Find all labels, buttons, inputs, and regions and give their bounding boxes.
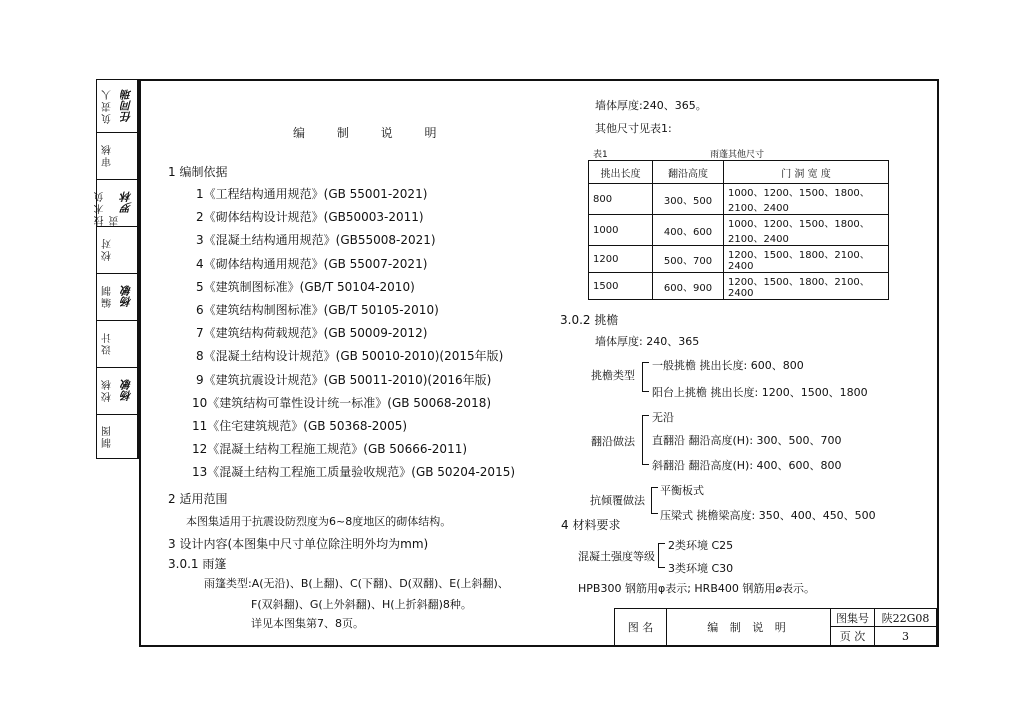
table-row <box>589 184 889 215</box>
table-cell: 1200、1500、1800、2100、2400 <box>724 246 889 273</box>
table-cell: 500、700 <box>653 246 724 273</box>
concrete-option-2: 3类环境 C30 <box>668 562 734 575</box>
canopy-types-line3: 详见本图集第7、8页。 <box>251 617 364 630</box>
signature-name: 任同瑞 <box>117 80 138 132</box>
title-block <box>614 608 937 645</box>
table-cell: 1200、1500、1800、2100、2400 <box>724 273 889 300</box>
page-number-label: 页 次 <box>831 627 875 645</box>
table-row <box>589 273 889 300</box>
eave-option-2: 阳台上挑檐 挑出长度: 1200、1500、1800 <box>652 386 868 399</box>
reference-item: 5《建筑制图标准》(GB/T 50104-2010) <box>196 279 415 294</box>
eave-option-1: 一般挑檐 挑出长度: 600、800 <box>652 359 804 372</box>
signature-role: 校核 <box>102 378 114 403</box>
page-title: 编 制 说 明 <box>293 126 451 140</box>
section-302-heading: 3.0.2 挑檐 <box>560 313 619 327</box>
signature-strip <box>96 79 139 459</box>
table-cell: 1000、1200、1500、1800、2100、2400 <box>724 215 889 246</box>
signature-name <box>117 226 138 273</box>
table-header: 挑出长度 <box>589 161 653 184</box>
anti-option-1: 平衡板式 <box>660 484 704 497</box>
signature-role: 校对 <box>102 237 114 262</box>
eave-brace <box>642 362 649 392</box>
dimension-table <box>588 160 889 300</box>
signature-cell <box>97 320 138 368</box>
atlas-number: 陕22G08 <box>875 609 937 627</box>
wall-thickness: 墙体厚度:240、365。 <box>595 99 707 112</box>
signature-cell <box>97 226 138 274</box>
table-cell: 300、500 <box>653 184 724 215</box>
table-header: 翻沿高度 <box>653 161 724 184</box>
table-cell: 1000、1200、1500、1800、2100、2400 <box>724 184 889 215</box>
edge-method-label: 翻沿做法 <box>591 435 635 448</box>
table-header: 门 洞 宽 度 <box>724 161 889 184</box>
signature-name <box>117 414 138 458</box>
table-number: 表1 <box>593 150 608 160</box>
reference-item: 11《住宅建筑规范》(GB 50368-2005) <box>192 419 408 433</box>
reference-item: 8《混凝土结构设计规范》(GB 50010-2010)(2015年版) <box>196 349 504 364</box>
eave-wall-thickness: 墙体厚度: 240、365 <box>595 335 700 348</box>
section-3-heading: 3 设计内容(本图集中尺寸单位除注明外均为mm) <box>168 537 429 551</box>
table-header-row <box>589 161 889 184</box>
steel-note: HPB300 钢筋用φ表示; HRB400 钢筋用⌀表示。 <box>578 582 815 595</box>
table-cell: 1200 <box>589 246 653 273</box>
signature-role: 审核 <box>102 143 114 168</box>
table-row <box>589 215 889 246</box>
drawing-name: 编 制 说 明 <box>667 609 831 645</box>
signature-role: 编制 <box>102 284 114 309</box>
signature-role: 设计 <box>102 331 114 356</box>
signature-cell <box>97 132 138 180</box>
reference-item: 2《砌体结构设计规范》(GB50003-2011) <box>196 210 424 225</box>
signature-name: 杨敏 <box>117 273 138 320</box>
reference-item: 13《混凝土结构工程施工质量验收规范》(GB 50204-2015) <box>192 465 516 480</box>
signature-cell <box>97 273 138 321</box>
signature-role: 制图 <box>102 424 114 448</box>
reference-item: 7《建筑结构荷载规范》(GB 50009-2012) <box>196 326 428 341</box>
concrete-grade-label: 混凝土强度等级 <box>578 550 655 563</box>
concrete-option-1: 2类环境 C25 <box>668 539 734 552</box>
edge-option-3: 斜翻沿 翻沿高度(H): 400、600、800 <box>652 459 842 472</box>
table-cell: 800 <box>589 184 653 215</box>
reference-item: 6《建筑结构制图标准》(GB/T 50105-2010) <box>196 303 439 317</box>
table-cell: 1500 <box>589 273 653 300</box>
edge-brace <box>642 415 649 465</box>
section-4-heading: 4 材料要求 <box>561 518 621 532</box>
signature-role: 负责人 <box>102 88 114 124</box>
table-title: 雨蓬其他尺寸 <box>710 150 765 160</box>
signature-role: 技术负责 <box>95 190 121 226</box>
section-301-heading: 3.0.1 雨篷 <box>168 557 227 571</box>
table-cell: 1000 <box>589 215 653 246</box>
canopy-types-line1: 雨篷类型:A(无沿)、B(上翻)、C(下翻)、D(双翻)、E(上斜翻)、 <box>204 577 509 590</box>
edge-option-1: 无沿 <box>652 411 674 424</box>
reference-item: 3《混凝土结构通用规范》(GB55008-2021) <box>196 233 436 248</box>
reference-item: 10《建筑结构可靠性设计统一标准》(GB 50068-2018) <box>192 395 492 410</box>
section-2-heading: 2 适用范围 <box>168 492 228 506</box>
signature-name <box>117 132 138 179</box>
edge-option-2: 直翻沿 翻沿高度(H): 300、500、700 <box>652 434 842 447</box>
canopy-types-line2: F(双斜翻)、G(上外斜翻)、H(上折斜翻)8种。 <box>251 598 472 611</box>
signature-cell <box>97 367 138 415</box>
reference-item: 9《建筑抗震设计规范》(GB 50011-2010)(2016年版) <box>196 372 492 387</box>
atlas-number-label: 图集号 <box>831 609 875 627</box>
drawing-name-label: 图 名 <box>615 609 667 645</box>
other-dims: 其他尺寸见表1: <box>595 122 672 135</box>
table-cell: 600、900 <box>653 273 724 300</box>
anti-brace <box>651 487 658 514</box>
concrete-brace <box>658 543 665 568</box>
signature-name: 罗林 <box>117 179 138 226</box>
table-cell: 400、600 <box>653 215 724 246</box>
reference-item: 12《混凝土结构工程施工规范》(GB 50666-2011) <box>192 442 468 457</box>
signature-cell <box>97 179 138 227</box>
signature-name <box>117 320 138 367</box>
anti-option-2: 压梁式 挑檐梁高度: 350、400、450、500 <box>660 509 876 522</box>
reference-item: 1《工程结构通用规范》(GB 55001-2021) <box>196 187 428 201</box>
reference-item: 4《砌体结构通用规范》(GB 55007-2021) <box>196 256 428 271</box>
signature-cell <box>97 414 138 458</box>
eave-type-label: 挑檐类型 <box>591 369 635 382</box>
anti-overturn-label: 抗倾覆做法 <box>590 494 645 507</box>
section-1-heading: 1 编制依据 <box>168 165 228 179</box>
signature-name: 杨敏 <box>117 367 138 414</box>
table-row <box>589 246 889 273</box>
page-number: 3 <box>875 627 937 645</box>
scope-text: 本图集适用于抗震设防烈度为6~8度地区的砌体结构。 <box>186 515 452 528</box>
signature-cell <box>97 80 138 133</box>
